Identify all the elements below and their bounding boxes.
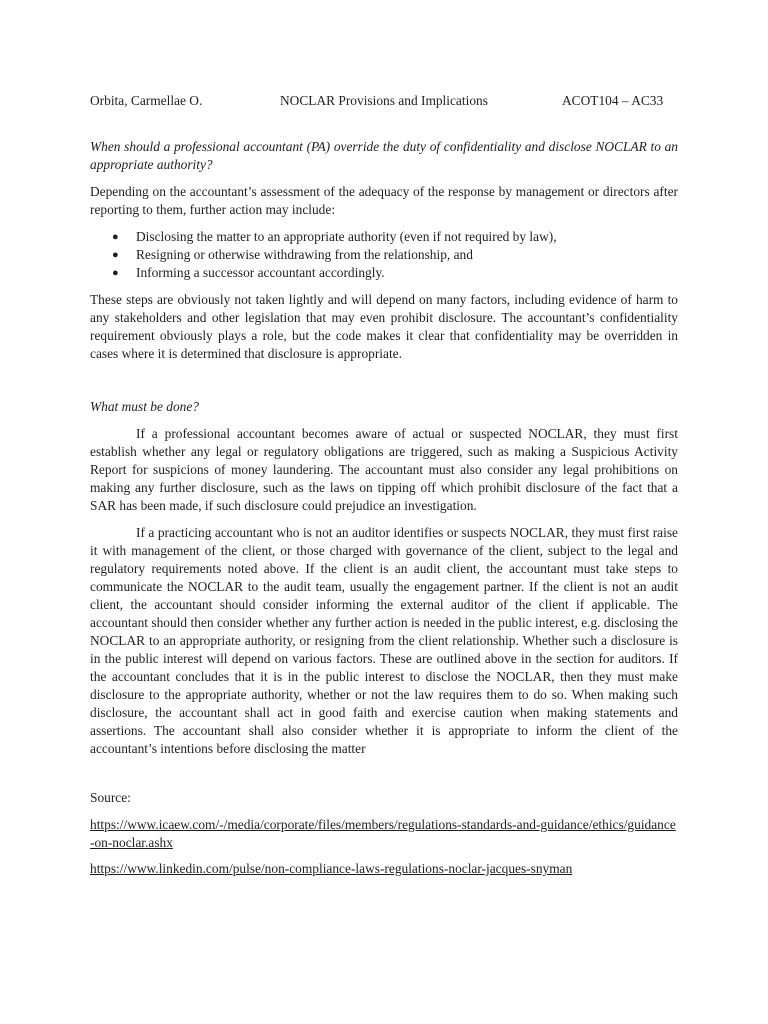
bullet-icon: ● (112, 231, 119, 243)
bullet-icon: ● (112, 267, 119, 279)
question-heading-1: When should a professional accountant (PA) override the duty of confidentiality and disclose NOCLAR to an appropriate authority? (90, 139, 678, 172)
list-item-text: Informing a successor accountant accordingly. (136, 265, 385, 280)
body-paragraph-2: If a practicing accountant who is not an auditor identifies or suspects NOCLAR, they must first raise it with management of the client, or those charged with governance of the client, subject to the legal and regulatory requirements noted above. If the client is an audit client, the accountant must take steps to communicate the NOCLAR to the audit team, usually the engagement partner. If the client is not an audit client, the accountant should consider informing the external auditor of the client if applicable. The accountant should then consider whether any further action is needed in the public interest, e.g. disclosing the NOCLAR to an appropriate authority, or resigning from the client relationship. Whether such a disclosure is in the public interest will depend on various factors. These are outlined above in the section for auditors. If the accountant concludes that it is in the public interest to disclose the NOCLAR, then they must make disclosure to the appropriate authority, whether or not the law requires them to do so. When making such disclosure, the accountant shall act in good faith and exercise caution when making statements and assertions. The accountant shall also consider whether it is appropriate to inform the client of the accountant’s intentions before disclosing the matter (90, 525, 678, 756)
list-item-text: Resigning or otherwise withdrawing from the relationship, and (136, 247, 473, 262)
section-spacer (90, 767, 678, 789)
source-link-linkedin[interactable]: https://www.linkedin.com/pulse/non-compliance-laws-regulations-noclar-jacques-snyman (90, 861, 573, 876)
bullet-icon: ● (112, 249, 119, 261)
document-header (90, 92, 678, 110)
author-name: Orbita, Carmellae O. (90, 93, 203, 108)
list-item (90, 228, 678, 246)
action-list (90, 228, 678, 282)
source-label: Source: (90, 790, 131, 805)
document-page (90, 92, 678, 886)
course-code: ACOT104 – AC33 (562, 93, 664, 108)
intro-paragraph: Depending on the accountant’s assessment of the adequacy of the response by management or directors after reporting to them, further action may include: (90, 184, 678, 217)
source-link-icaew[interactable]: https://www.icaew.com/-/media/corporate/files/members/regulations-standards-and-guidance/ethics/guidance-on-noclar.ashx (90, 817, 676, 850)
body-paragraph-1: If a professional accountant becomes aware of actual or suspected NOCLAR, they must first establish whether any legal or regulatory obligations are triggered, such as making a Suspicious Activity Report for suspicions of money laundering. The accountant must also consider any legal prohibitions on making any further disclosure, such as the laws on tipping off which prohibit disclosure of the fact that a SAR has been made, if such disclosure could prejudice an investigation. (90, 426, 678, 513)
list-item (90, 246, 678, 264)
list-item-text: Disclosing the matter to an appropriate authority (even if not required by law), (136, 229, 557, 244)
question-heading-2: What must be done? (90, 399, 199, 414)
document-title: NOCLAR Provisions and Implications (280, 93, 488, 108)
list-item (90, 264, 678, 282)
closing-paragraph: These steps are obviously not taken lightly and will depend on many factors, including evidence of harm to any stakeholders and other legislation that may even prohibit disclosure. The accountant’s confidentiality requirement obviously plays a role, but the code makes it clear that confidentiality may be overridden in cases where it is determined that disclosure is appropriate. (90, 292, 678, 361)
section-spacer (90, 372, 678, 398)
